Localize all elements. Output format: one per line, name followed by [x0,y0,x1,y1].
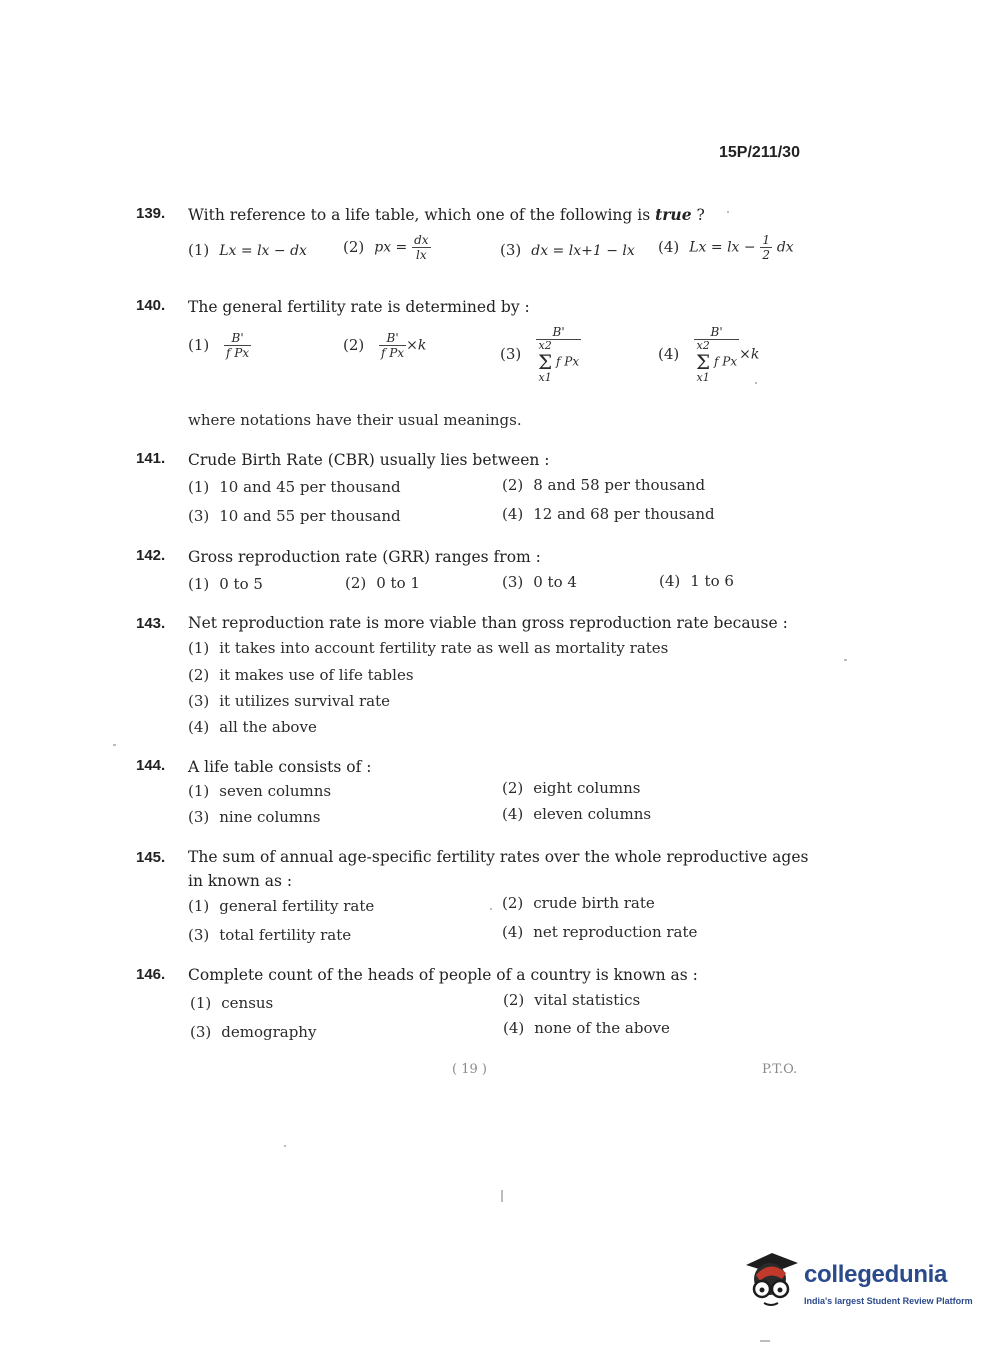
question-number: 146. [136,966,166,983]
option-4[interactable]: (4) net reproduction rate [502,923,698,941]
option-3[interactable]: (3) total fertility rate [188,926,352,944]
option-2[interactable]: (2) it makes use of life tables [188,666,414,684]
scan-speck [113,744,116,746]
option-1[interactable]: (1) seven columns [188,782,332,800]
summation: x2 Σ x1 [696,339,711,384]
option-1[interactable]: (1) general fertility rate [188,897,375,915]
logo-wordmark: collegedunia [804,1261,948,1288]
question-number: 142. [136,547,166,564]
option-1[interactable]: (1) census [190,994,274,1012]
scan-speck [490,908,492,910]
scan-speck [501,1190,503,1202]
option-3[interactable]: (3) B' x2 Σ x1 f Px [500,325,580,384]
emphasis-true: true [655,205,692,224]
sigma-icon: Σ [696,350,711,374]
option-3[interactable]: (3) 10 and 55 per thousand [188,507,401,525]
fraction: $\frac{B'}{\text{f Px}}$ [226,331,250,360]
option-2[interactable]: (2) 0 to 1 [345,574,420,592]
fraction: B' x2 Σ x1 f Px [538,325,580,384]
question-number: 144. [136,757,166,774]
question-text: With reference to a life table, which one of the following is true ? [188,205,705,224]
question-text: Complete count of the heads of people of a country is known as : [188,966,698,984]
question-number: 141. [136,450,166,467]
option-3[interactable]: (3) dx = lx+1 − lx [500,241,635,259]
question-number: 143. [136,615,166,632]
question-text: Gross reproduction rate (GRR) ranges from : [188,548,541,566]
option-4[interactable]: (4) none of the above [503,1019,670,1037]
option-3[interactable]: (3) nine columns [188,808,321,826]
scan-speck [844,659,847,661]
question-text: The sum of annual age-specific fertility rates over the whole reproductive ages in known as : [188,848,809,890]
option-2[interactable]: (2) crude birth rate [502,894,655,912]
option-1[interactable]: (1) 10 and 45 per thousand [188,478,401,496]
paper-code: 15P/211/30 [719,144,800,161]
option-4[interactable]: (4) all the above [188,718,317,736]
question-text: The general fertility rate is determined by : [188,298,530,316]
question-number: 139. [136,205,166,222]
question-text: A life table consists of : [188,758,372,776]
collegedunia-logo[interactable] [742,1249,972,1319]
option-1[interactable]: (1) 0 to 5 [188,575,263,593]
scan-speck [755,382,757,384]
option-3[interactable]: (3) 0 to 4 [502,573,577,591]
option-2[interactable]: (2) $\frac{B'}{\text{f Px}}$ ×k [343,331,427,360]
option-2[interactable]: (2) px = $\frac{dx}{lx}$ [343,233,429,262]
option-3[interactable]: (3) demography [190,1023,317,1041]
fraction: $\frac{dx}{lx}$ [414,233,429,262]
fraction: $\frac{1}{2}$ [762,233,771,262]
scan-speck [727,211,729,213]
option-3[interactable]: (3) it utilizes survival rate [188,692,390,710]
mascot-icon [742,1249,800,1311]
option-2[interactable]: (2) vital statistics [503,991,641,1009]
option-1[interactable]: (1) Lx = lx − dx [188,241,307,259]
option-1[interactable]: (1) it takes into account fertility rate as well as mortality rates [188,639,669,657]
option-4[interactable]: (4) 1 to 6 [659,572,734,590]
question-text: Net reproduction rate is more viable than gross reproduction rate because : [188,614,788,632]
option-4[interactable]: (4) Lx = lx − $\frac{1}{2}$ dx [658,233,794,262]
notation-note: where notations have their usual meanings. [188,411,522,429]
option-2[interactable]: (2) 8 and 58 per thousand [502,476,706,494]
pto-label: P.T.O. [762,1062,798,1077]
question-text: Crude Birth Rate (CBR) usually lies between : [188,451,550,469]
fraction: B' x2 Σ x1 f Px [696,325,738,384]
logo-tagline: India's largest Student Review Platform [804,1296,973,1306]
option-1[interactable]: (1) $\frac{B'}{\text{f Px}}$ [188,331,250,360]
option-4[interactable]: (4) B' x2 Σ x1 f Px ×k [658,325,760,384]
fraction: $\frac{B'}{\text{f Px}}$ [381,331,405,360]
question-number: 145. [136,849,166,866]
option-4[interactable]: (4) eleven columns [502,805,652,823]
scan-speck [284,1145,286,1147]
question-number: 140. [136,297,166,314]
sigma-icon: Σ [538,350,553,374]
scan-speck [760,1340,770,1342]
page-number: ( 19 ) [452,1062,487,1077]
option-2[interactable]: (2) eight columns [502,779,641,797]
summation: x2 Σ x1 [538,339,553,384]
option-4[interactable]: (4) 12 and 68 per thousand [502,505,715,523]
